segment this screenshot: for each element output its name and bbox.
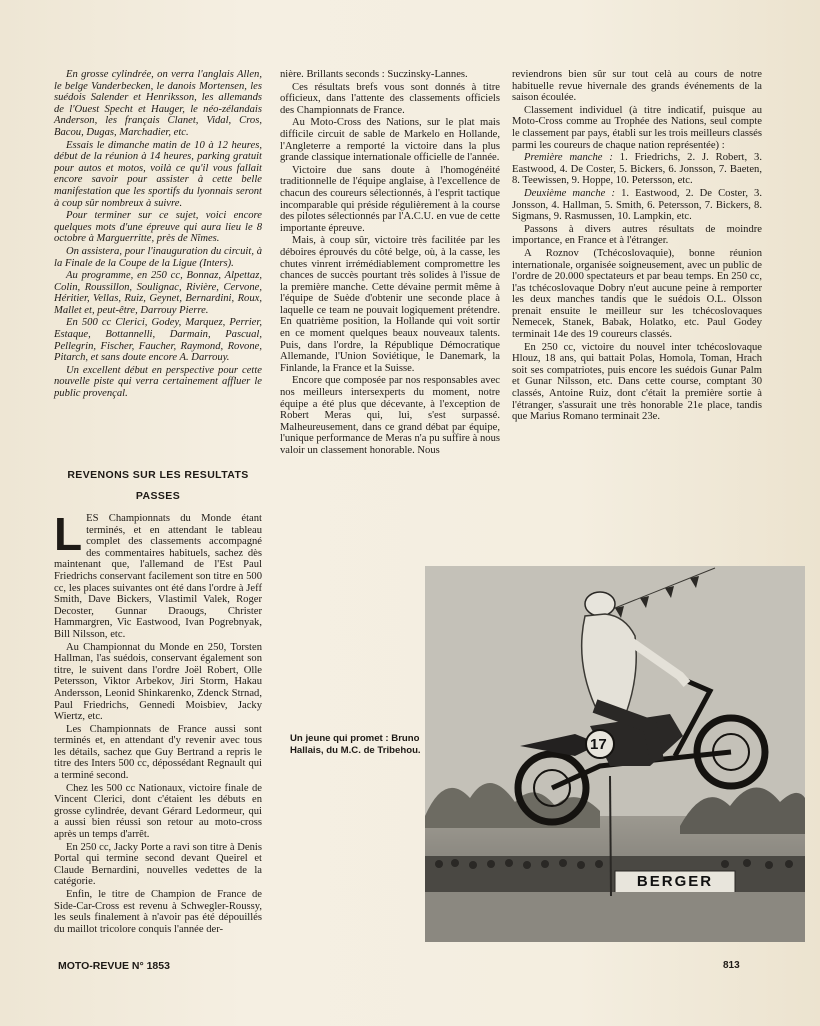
- paragraph: Passons à divers autres résultats de moindre importance, en France et à l'étranger.: [512, 223, 762, 247]
- label: Deuxième manche :: [524, 187, 615, 199]
- section-heading: REVENONS SUR LES RESULTATS: [67, 469, 249, 481]
- paragraph: Victoire due sans doute à l'homogénéité traditionnelle de l'équipe anglaise, à l'excellence de chacun des coureurs sélectionnés, à l'esprit tactique incomparable qui préside régulièrement à la course des pilotes sélectionnés par l'A.C.U. en vue de cette importante épreuve.: [280, 164, 500, 234]
- results-article: [54, 468, 262, 936]
- paragraph: Au Championnat du Monde en 250, Torsten Hallman, l'as suédois, conservant également son titre, le suivent dans l'ordre Joël Robert, Olle Petersson, Viktor Arbekov, Jiri Storm, Hakau Andersson, Leonid Shinkarenko, Zdenck Strnad, Paul Friedrichs, Gennedi Moisbiev, Jacky Wiertz, etc.: [54, 641, 262, 723]
- column-1: [54, 69, 262, 401]
- drop-cap: L: [54, 508, 83, 560]
- section-heading: PASSES: [135, 490, 181, 502]
- paragraph: A Roznov (Tchécoslovaquie), bonne réunion internationale, organisée soigneusement, avec un public de l'ordre de 20.000 spectateurs et par beau temps. En 250 cc, l'as tchécoslovaque Dobry n'eut aucune peine à remporter les deux manches tandis que le suédois O.L. Olsson prenait ensuite le meilleur sur les tchécoslovaques Nemecek, Stanek, Babak, Holatko, etc. Paul Godey terminait 14e des 19 coureurs classés.: [512, 247, 762, 341]
- paragraph: Enfin, le titre de Champion de France de Side-Car-Cross est revenu à Schwegler-Roussy, les seuls finalement à n'avoir pas été dépouillés du maillot tricolore conquis l'année der-: [54, 889, 262, 935]
- paragraph: On assistera, pour l'inauguration du circuit, à la Finale de la Coupe de la Ligue (Inters).: [54, 245, 262, 269]
- paragraph: Mais, à coup sûr, victoire très facilitée par les déboires éprouvés du côté belge, où, à la casse, les chutes vinrent irrémédiablement compromettre les chances de succès pourtant très solides à l'issue de la première manche. Cette dévaine permit même à l'équipe de Suède d'obtenir une seconde place à laquelle ce team ne pouvait logiquement prétendre. En quatrième position, la Hollande qui voit sortir en ce moment quelques beaux nouveaux talents. Puis, dans l'ordre, la République Démocratique Allemande, l'Union Soviétique, le Danemark, la Finlande, la France et la Suisse.: [280, 235, 500, 374]
- lead-paragraph: [54, 508, 262, 641]
- magazine-issue: MOTO-REVUE N° 1853: [58, 960, 170, 972]
- paragraph: reviendrons bien sûr sur tout celà au cours de notre habituelle revue hivernale des grands événements de la saison écoulée.: [512, 69, 762, 104]
- paragraph: Au programme, en 250 cc, Bonnaz, Alpettaz, Colin, Roussillon, Soulignac, Rivière, Cervone, Héritier, Vellas, Ruiz, Geynet, Bernardini, Roux, Mallet et, peut-être, Darrouy Pierre.: [54, 270, 262, 316]
- column-2: [280, 69, 500, 458]
- results-text: 1. Eastwood, 2. De Coster, 3. Jonsson, 4. Hallman, 5. Smith, 6. Petersson, 7. Bickers, 8. Sigmans, 9. Rasmussen, 10. Lampkin, etc.: [512, 187, 763, 223]
- paragraph: En 250 cc, victoire du nouvel inter tchécoslovaque Hlouz, 18 ans, qui battait Polas, Homola, Toman, Hrach soit ses compatriotes, puis encore les suédois Gunar Palm et Gunar Nilsson, etc. Dans cette course, comptant 30 classés, Antoine Ruiz, dont c'était la première sortie à l'étranger, s'assurait une très honorable 21e place, tandis que Marius Romano terminait 23e.: [512, 341, 762, 423]
- photo-caption: Un jeune qui promet : Bruno Hallais, du M.C. de Tribehou.: [290, 733, 421, 756]
- banner-text: BERGER: [636, 873, 714, 890]
- photo-illustration: [425, 566, 805, 942]
- paragraph: Encore que composée par nos responsables avec nos meilleurs intersexperts du moment, notre équipe a été plus que décevante, à l'exception de Robert Meras qui, lui, s'est surpassé. Malheureusement, dans ce grand débat par équipe, l'unique performance de Meras n'a pu suffire à nous valoir un classement honorable. Nous: [280, 375, 500, 456]
- paragraph: Les Championnats de France aussi sont terminés et, en attendant d'y revenir avec tous les détails, sachez que Guy Bertrand a repris le titre des Inters 500 cc, dépossédant Regnault qui a terminé second.: [54, 723, 262, 782]
- label: Première manche :: [524, 152, 613, 164]
- results-text: 1. Friedrichs, 2. J. Robert, 3. Eastwood, 4. De Coster, 5. Bickers, 6. Jonsson, 7. Baeten, 8. Teewissen, 9. Hoppe, 10. Petersson, etc.: [512, 152, 762, 187]
- column-3: [512, 69, 762, 424]
- paragraph: En 500 cc Clerici, Godey, Marquez, Perrier, Estaque, Bottannelli, Darmain, Pascual, Pellegrin, Fischer, Faucher, Raymond, Rovone, Pitarch, et sans doute encore A. Darrouy.: [54, 317, 262, 364]
- lead-text: ES Championnats du Monde étant terminés, et en attendant le tableau complet des classements accompagné des commentaires habituels, sachez dès maintenant que, l'allemand de l'Est Paul Friedrichs conservant facilement son titre en 500 cc, les places suivantes ont été dans l'ordre à Jeff Smith, Dave Bickers, Vlastimil Valek, Roger Decoster, Gunnar Draougs, Christer Hammargren, Vic Eastwood, Ivan Pogrebnyak, Bill Nilsson, etc.: [54, 513, 262, 640]
- paragraph: nière. Brillants seconds : Suczinsky-Lannes.: [280, 69, 468, 80]
- paragraph: Pour terminer sur ce sujet, voici encore quelques mots d'une épreuve qui aura lieu le 8 octobre à Marguerritte, près de Nîmes.: [54, 210, 262, 245]
- page-number: 813: [723, 960, 740, 971]
- paragraph: Chez les 500 cc Nationaux, victoire finale de Vincent Clerici, dont c'étaient les débuts en grosse cylindrée, devant Gérard Ledormeur, qui a aussi bien réussi son retour au moto-cross après un temps d'arrêt.: [54, 782, 262, 841]
- paragraph: En grosse cylindrée, on verra l'anglais Allen, le belge Vanderbecken, le danois Mortensen, les suédois Salender et Henriksson, les allemands de l'Ouest Specht et Hauger, le néo-zélandais Anderson, les français Clanet, Vidal, Cros, Bacou, Dugas, Marchadier, etc.: [54, 69, 262, 138]
- paragraph: Essais le dimanche matin de 10 à 12 heures, début de la réunion à 14 heures, parking gratuit pour autos et motos, voilà ce qu'il vous fallait encore savoir pour assister à cette belle manifestation que les sportifs du lyonnais seront à coup sûr nombreux à suivre.: [54, 139, 262, 209]
- paragraph: Au Moto-Cross des Nations, sur le plat mais difficile circuit de sable de Markelo en Hollande, l'Angleterre a remporté la victoire dans la plus grande classique internationale officielle de l'année.: [280, 117, 500, 164]
- paragraph: Un excellent début en perspective pour cette nouvelle piste qui verra certainement affluer le public provençal.: [54, 364, 262, 400]
- paragraph: En 250 cc, Jacky Porte a ravi son titre à Denis Portal qui termine second devant Queirel et Claude Bernardini, nouvelles vedettes de la catégorie.: [54, 841, 262, 888]
- motocross-photo: [425, 566, 805, 942]
- bike-number: 17: [590, 736, 607, 753]
- paragraph: [512, 152, 762, 187]
- paragraph: [512, 188, 762, 223]
- paragraph: Ces résultats brefs vous sont donnés à titre officieux, dans l'attente des classements officiels des Championnats de France.: [280, 81, 500, 116]
- paragraph: Classement individuel (à titre indicatif, puisque au Moto-Cross comme au Trophée des Nations, seul compte le classement par pays, établi sur les trois meilleurs classés parmi les coureurs de chaque nation représentée) :: [512, 104, 762, 151]
